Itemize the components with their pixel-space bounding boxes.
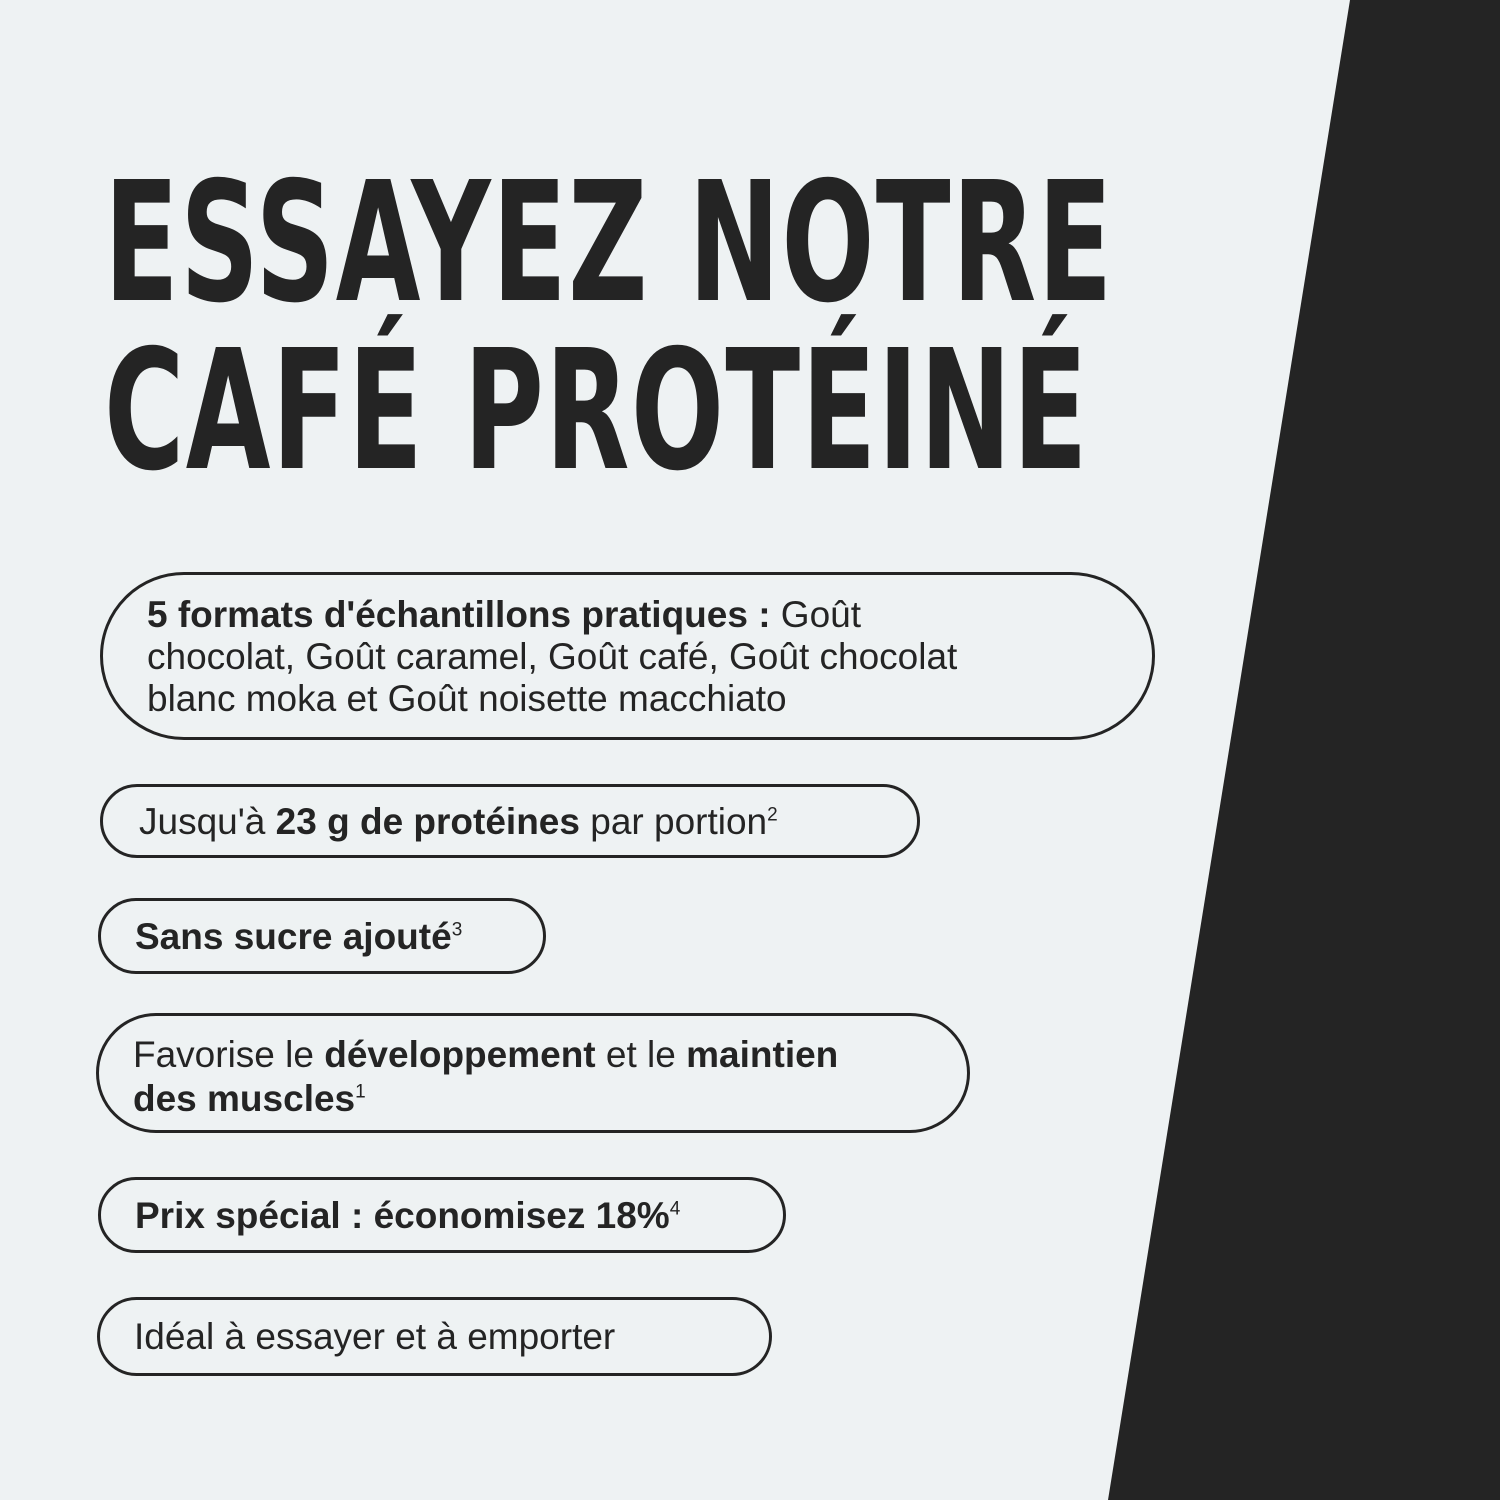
muscles-mid: et le [595, 1034, 687, 1075]
price-bold: Prix spécial : économisez 18% [135, 1195, 670, 1236]
headline-line-1: ESSAYEZ NOTRE [104, 147, 1114, 340]
headline-line-2: CAFÉ PROTÉINÉ [104, 315, 1089, 508]
muscles-bold3: des muscles [133, 1078, 356, 1119]
formats-line1-rest: Goût [770, 594, 862, 635]
feature-pill-protein [100, 784, 920, 858]
feature-pill-formats [100, 572, 1155, 740]
protein-footnote: 2 [767, 804, 778, 826]
muscles-bold2: maintien [686, 1034, 839, 1075]
sugar-bold: Sans sucre ajouté [135, 916, 452, 957]
feature-pill-muscles [96, 1013, 970, 1133]
muscles-pre: Favorise le [133, 1034, 325, 1075]
feature-pill-price [98, 1177, 786, 1253]
muscles-bold1: développement [324, 1034, 596, 1075]
protein-post: par portion [579, 801, 768, 842]
formats-bold: 5 formats d'échantillons pratiques : [147, 594, 771, 635]
ideal-text: Idéal à essayer et à emporter [134, 1316, 616, 1357]
price-footnote: 4 [669, 1198, 681, 1220]
sugar-footnote: 3 [451, 919, 463, 941]
formats-line2: chocolat, Goût caramel, Goût café, Goût chocolat [147, 636, 958, 677]
feature-pill-sugar [98, 898, 546, 974]
feature-pill-ideal [97, 1297, 772, 1376]
formats-line3: blanc moka et Goût noisette macchiato [147, 678, 787, 719]
muscles-footnote: 1 [355, 1081, 366, 1103]
headline [104, 147, 1114, 508]
protein-pre: Jusqu'à [139, 801, 276, 842]
protein-bold: 23 g de protéines [275, 801, 580, 842]
